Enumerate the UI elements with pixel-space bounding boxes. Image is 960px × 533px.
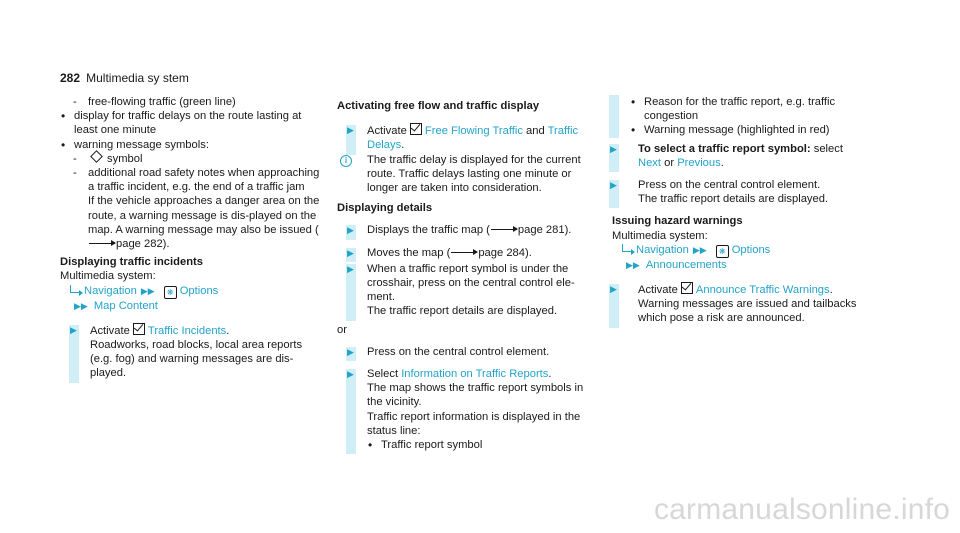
page-header bbox=[60, 71, 189, 85]
column-3 bbox=[612, 95, 874, 326]
menu-path bbox=[612, 258, 874, 272]
step-arrow-icon: ▶ bbox=[347, 125, 354, 136]
list-item: - additional road safety notes when approaching a traffic incident, e.g. the end of a traffic jam bbox=[60, 166, 322, 194]
checkbox-icon bbox=[133, 323, 145, 335]
menu-path bbox=[60, 299, 322, 313]
paragraph: Multimedia system: bbox=[612, 229, 708, 242]
section-heading: Displaying traffic incidents bbox=[60, 256, 203, 269]
step: ▶ Displays the traffic map ( page 281). bbox=[337, 223, 599, 237]
step-arrow-icon: ▶ bbox=[347, 225, 354, 236]
step-arrow-icon: ▶ bbox=[347, 247, 354, 258]
link-delays[interactable]: Delays bbox=[367, 139, 402, 152]
step-arrow-icon: ▶ bbox=[347, 369, 354, 380]
link-previous[interactable]: Previous bbox=[677, 156, 721, 169]
or-label: or bbox=[337, 323, 347, 336]
menu-link-map-content[interactable]: Map Content bbox=[93, 299, 158, 312]
step: ▶ Press on the central control element. bbox=[337, 345, 599, 359]
step-arrow-icon: ▶ bbox=[610, 143, 617, 154]
step: ▶ When a traffic report symbol is under the crosshair, press on the central control ele-ment. The traffic report details are displayed. bbox=[337, 262, 599, 319]
page-number: 282 bbox=[60, 71, 81, 85]
page-ref-arrow-icon bbox=[491, 229, 517, 230]
step-arrow-icon: ▶ bbox=[347, 263, 354, 274]
menu-path bbox=[612, 243, 874, 258]
link-free-flowing-traffic[interactable]: Free Flowing Traffic bbox=[424, 125, 523, 138]
chevron-double-icon: ▶▶ bbox=[74, 300, 88, 311]
page-title: Multimedia sy stem bbox=[86, 71, 189, 85]
watermark: carmanualsonline.info bbox=[653, 493, 950, 526]
list-item: • warning message symbols: bbox=[60, 138, 322, 152]
checkbox-icon bbox=[410, 123, 422, 135]
list-item: - symbol bbox=[60, 152, 322, 166]
link-traffic-incidents[interactable]: Traffic Incidents bbox=[147, 324, 227, 337]
checkbox-icon bbox=[681, 282, 693, 294]
menu-link-navigation[interactable]: Navigation bbox=[636, 243, 689, 256]
menu-link-options[interactable]: Options bbox=[179, 284, 219, 297]
list-item: • display for traffic delays on the route lasting at least one minute bbox=[60, 109, 322, 137]
info-note: i The traffic delay is displayed for the current route. Traffic delays lasting one minute or longer are taken into consideration. bbox=[337, 153, 599, 196]
list-item: • Warning message (highlighted in red) bbox=[630, 123, 874, 137]
step-arrow-icon: ▶ bbox=[70, 324, 77, 335]
step-arrow-icon: ▶ bbox=[610, 180, 617, 191]
step-arrow-icon: ▶ bbox=[347, 346, 354, 357]
section-heading: Displaying details bbox=[337, 202, 433, 215]
step: ▶ Activate Free Flowing Traffic and Traffic Delays. bbox=[337, 123, 599, 152]
page-ref-arrow-icon bbox=[89, 243, 115, 244]
list-item: • Reason for the traffic report, e.g. traffic congestion bbox=[630, 95, 874, 123]
step: ▶ Select Information on Traffic Reports. The map shows the traffic report symbols in the vicinity. Traffic report information is displayed in the status line: • Traffic report symbol bbox=[337, 367, 599, 452]
column-2 bbox=[337, 99, 599, 452]
page-ref-arrow-icon bbox=[451, 252, 477, 253]
paragraph: Multimedia system: bbox=[60, 270, 156, 283]
step-bar bbox=[346, 369, 356, 454]
section-heading: Issuing hazard warnings bbox=[612, 215, 743, 228]
info-icon: i bbox=[340, 155, 352, 167]
step-bar bbox=[609, 95, 619, 138]
link-traffic[interactable]: Traffic bbox=[547, 125, 579, 138]
link-announce-traffic-warnings[interactable]: Announce Traffic Warnings bbox=[695, 284, 830, 297]
path-start-icon bbox=[622, 244, 631, 252]
menu-link-navigation[interactable]: Navigation bbox=[84, 284, 137, 297]
gear-icon: ❋ bbox=[716, 245, 729, 258]
link-information-on-traffic-reports[interactable]: Information on Traffic Reports bbox=[401, 368, 549, 381]
step-continuation bbox=[612, 95, 874, 138]
section-heading: Activating free flow and traffic display bbox=[337, 100, 540, 112]
step: ▶ Moves the map ( page 284). bbox=[337, 246, 599, 260]
step: ▶ Press on the central control element. The traffic report details are displayed. bbox=[612, 178, 874, 206]
gear-icon: ❋ bbox=[164, 286, 177, 299]
link-next[interactable]: Next bbox=[638, 156, 662, 169]
paragraph: If the vehicle approaches a danger area on the route, a warning message is dis-played on the map. A warning message may also be issued (page 282). bbox=[88, 195, 320, 251]
warning-diamond-icon bbox=[90, 150, 103, 163]
step-arrow-icon: ▶ bbox=[610, 284, 617, 295]
chevron-double-icon: ▶▶ bbox=[140, 285, 155, 296]
column-1 bbox=[60, 95, 322, 381]
menu-link-announcements[interactable]: Announcements bbox=[645, 258, 727, 271]
menu-link-options[interactable]: Options bbox=[731, 243, 771, 256]
paragraph: Traffic report information is displayed in the status line: bbox=[367, 410, 581, 437]
step: ▶ To select a traffic report symbol: select Next or Previous. bbox=[612, 142, 874, 170]
step: ▶ Activate Announce Traffic Warnings. Warning messages are issued and tailbacks which pose a risk are announced. bbox=[612, 282, 874, 326]
step: ▶ Activate Traffic Incidents. Roadworks, road blocks, local area reports (e.g. fog) and warning messages are dis-played. bbox=[60, 323, 322, 381]
list-item: - free-flowing traffic (green line) bbox=[60, 95, 322, 109]
menu-path bbox=[60, 284, 322, 299]
path-start-icon bbox=[70, 285, 79, 293]
chevron-double-icon: ▶▶ bbox=[626, 259, 640, 270]
chevron-double-icon: ▶▶ bbox=[692, 244, 707, 255]
list-item: • Traffic report symbol bbox=[367, 438, 599, 452]
